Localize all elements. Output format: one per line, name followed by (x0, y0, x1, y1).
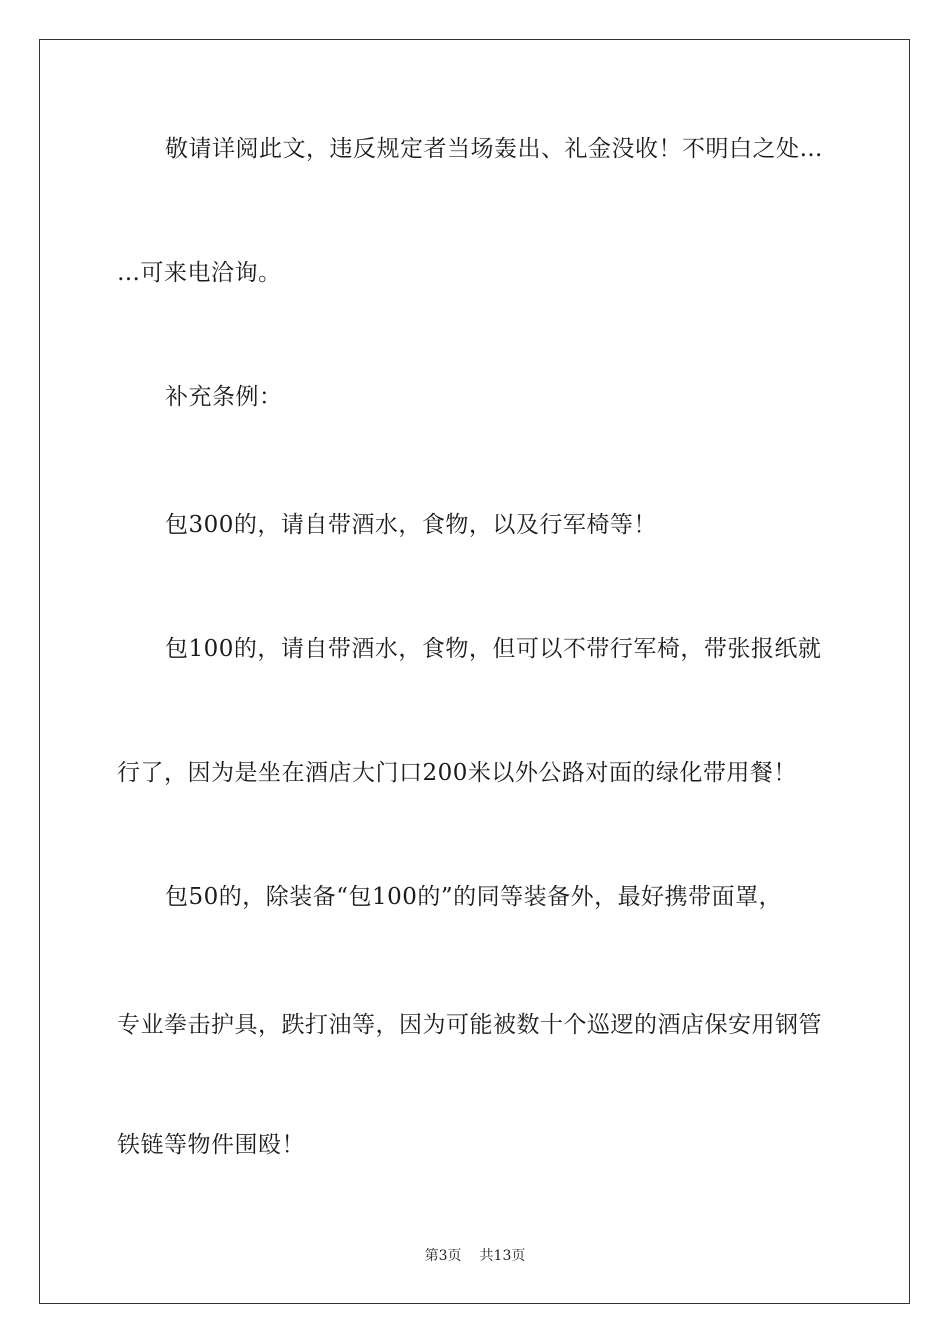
paragraph-line: …可来电洽询。 (117, 260, 282, 286)
paragraph-line: 铁链等物件围殴！ (117, 1132, 305, 1158)
paragraph-line: 专业拳击护具，跌打油等，因为可能被数十个巡逻的酒店保安用钢管 (117, 1012, 822, 1038)
page-border (39, 39, 910, 1304)
page-number: 第3页 (424, 1248, 462, 1264)
paragraph-line: 包50的，除装备“包100的”的同等装备外，最好携带面罩， (165, 884, 783, 910)
page-total: 共13页 (479, 1248, 526, 1264)
paragraph-line: 包300的，请自带酒水，食物，以及行军椅等！ (165, 512, 657, 538)
paragraph-line: 补充条例： (165, 384, 283, 410)
paragraph-line: 行了，因为是坐在酒店大门口200米以外公路对面的绿化带用餐！ (117, 760, 797, 786)
page-footer (0, 1247, 950, 1265)
paragraph-line: 敬请详阅此文，违反规定者当场轰出、礼金没收！不明白之处… (165, 136, 823, 162)
paragraph-line: 包100的，请自带酒水，食物，但可以不带行军椅，带张报纸就 (165, 636, 822, 662)
